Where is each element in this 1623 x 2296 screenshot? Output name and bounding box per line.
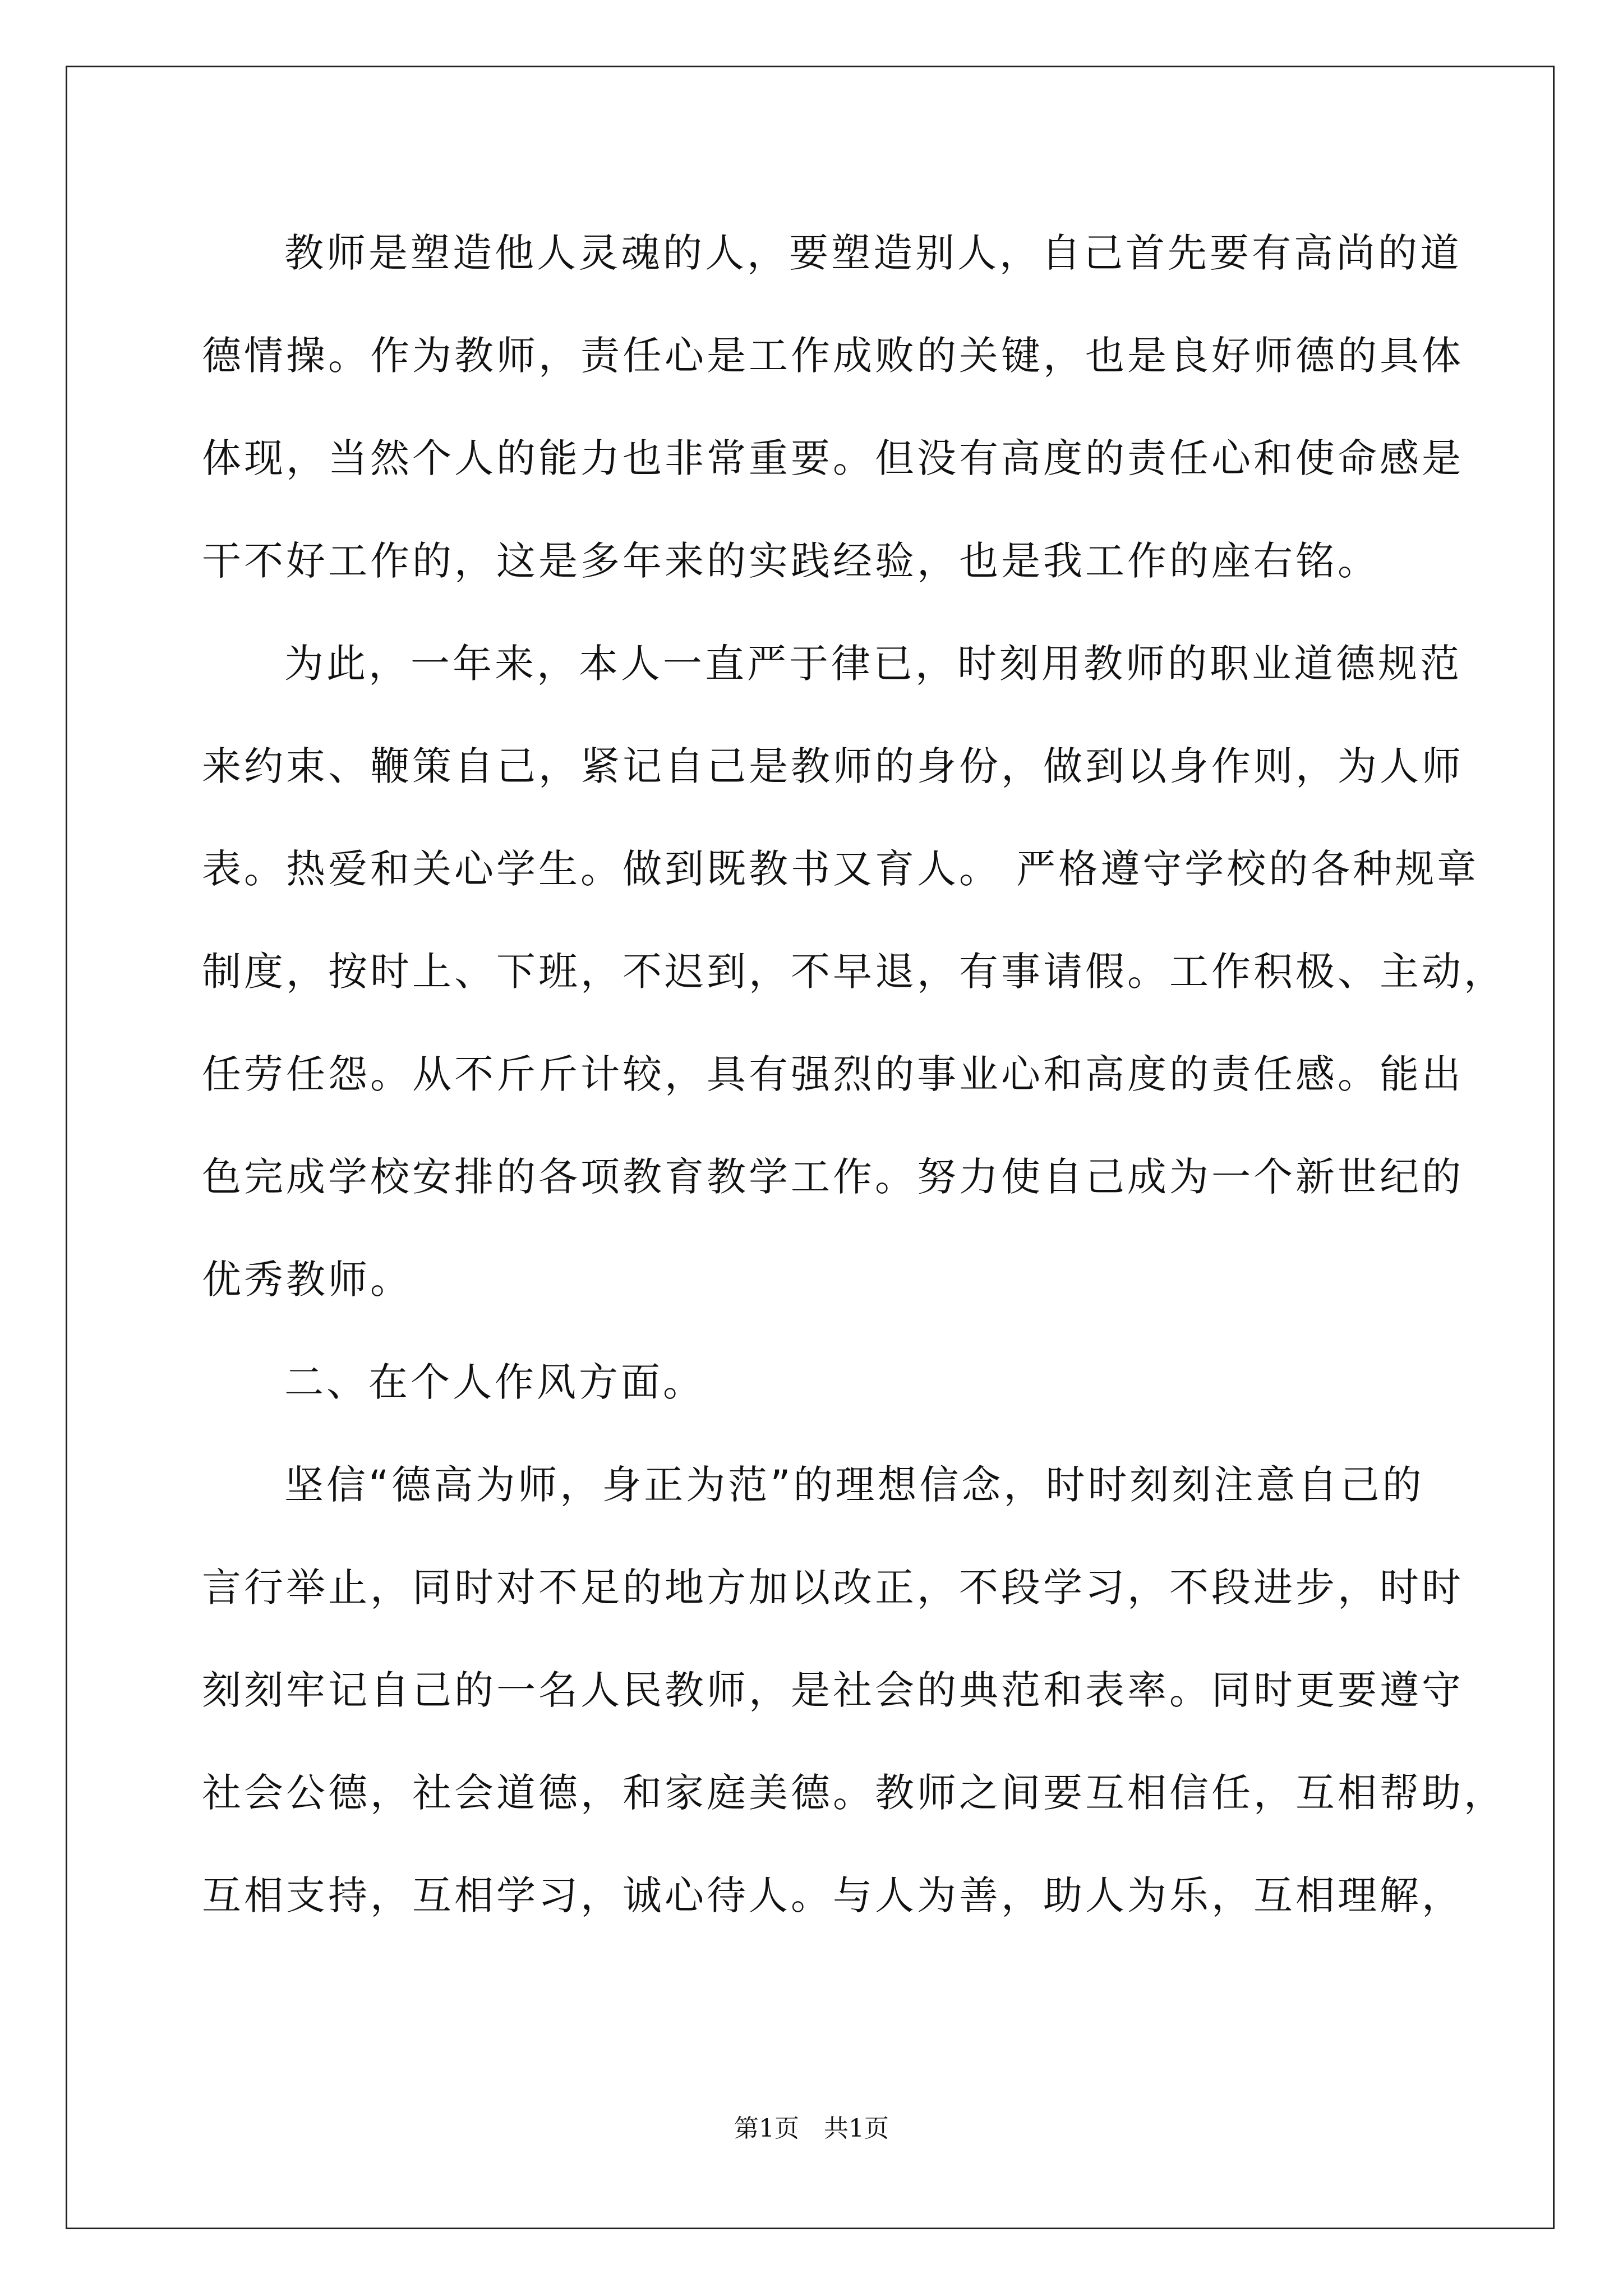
page-number-footer: 第1页 共1页 (734, 2114, 889, 2143)
text-line: 为此，一年来，本人一直严于律已，时刻用教师的职业道德规范 (284, 641, 1462, 687)
text-line: 干不好工作的，这是多年来的实践经验，也是我工作的座右铭。 (202, 538, 1380, 584)
text-line: 制度，按时上、下班，不迟到，不早退，有事请假。工作积极、主动， (202, 949, 1506, 995)
text-line: 言行举止，同时对不足的地方加以改正，不段学习，不段进步，时时 (202, 1565, 1464, 1611)
text-line: 体现，当然个人的能力也非常重要。但没有高度的责任心和使命感是 (202, 435, 1464, 481)
text-line: 坚信“德高为师，身正为范”的理想信念，时时刻刻注意自己的 (284, 1462, 1424, 1508)
text-line: 刻刻牢记自己的一名人民教师，是社会的典范和表率。同时更要遵守 (202, 1667, 1464, 1713)
text-line: 互相支持，互相学习，诚心待人。与人为善，助人为乐，互相理解， (202, 1872, 1464, 1918)
text-line: 任劳任怨。从不斤斤计较，具有强烈的事业心和高度的责任感。能出 (202, 1051, 1464, 1097)
section-heading: 二、在个人作风方面。 (284, 1359, 705, 1405)
text-line: 来约束、鞭策自己，紧记自己是教师的身份，做到以身作则，为人师 (202, 743, 1464, 789)
text-line: 社会公德，社会道德，和家庭美德。教师之间要互相信任，互相帮助， (202, 1770, 1506, 1816)
document-body (202, 202, 1506, 1947)
text-line: 色完成学校安排的各项教育教学工作。努力使自己成为一个新世纪的 (202, 1154, 1464, 1200)
text-line: 表。热爱和关心学生。做到既教书又育人。 严格遵守学校的各种规章 (202, 846, 1479, 892)
text-line: 德情操。作为教师，责任心是工作成败的关键，也是良好师德的具体 (202, 333, 1464, 379)
text-line: 教师是塑造他人灵魂的人，要塑造别人，自己首先要有高尚的道 (284, 230, 1462, 276)
text-line: 优秀教师。 (202, 1257, 412, 1303)
